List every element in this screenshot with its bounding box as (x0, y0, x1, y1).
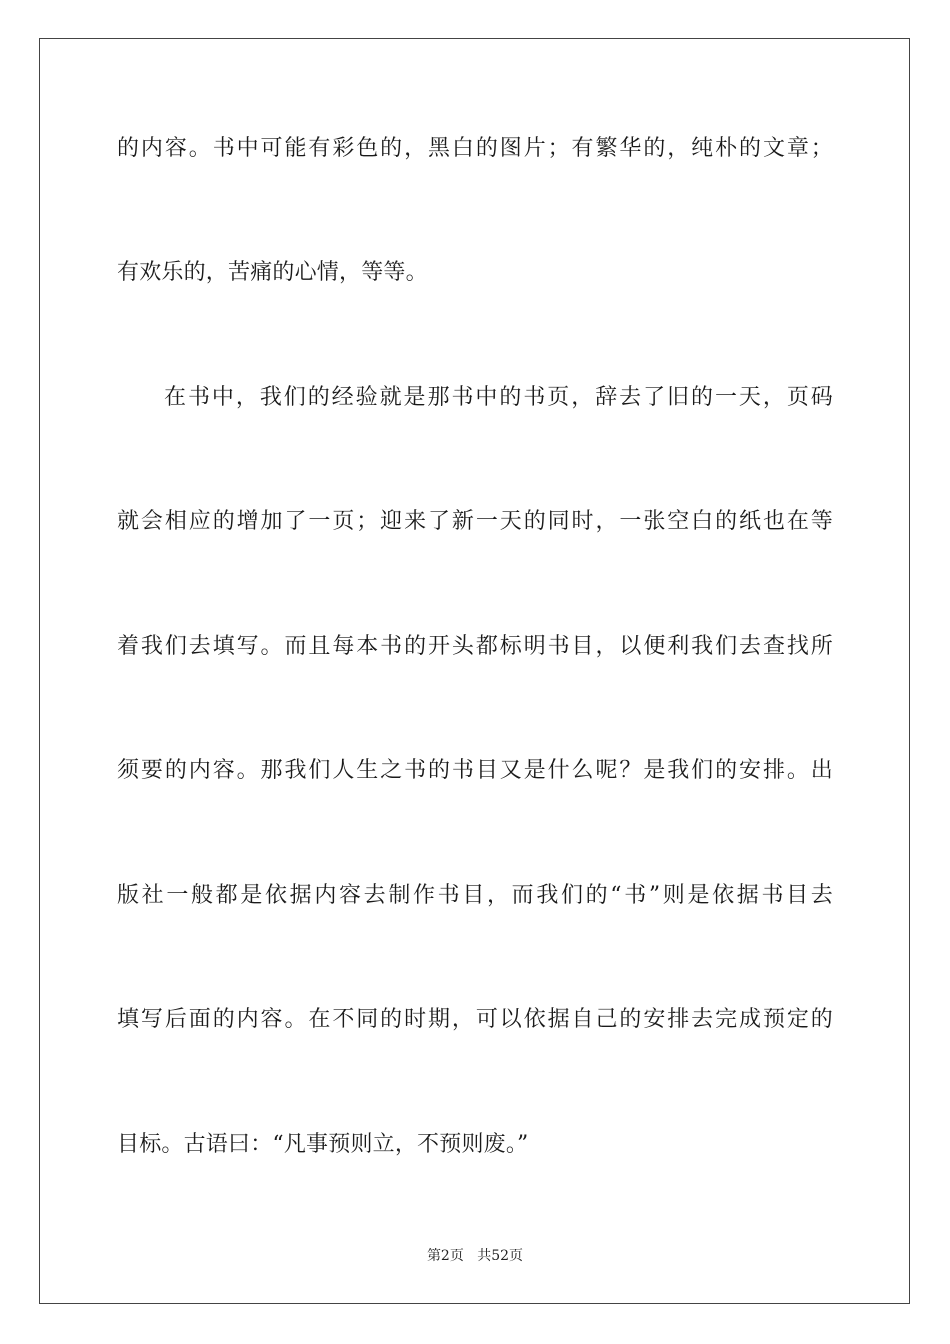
text-line-2: 有欢乐的，苦痛的心情，等等。 (117, 260, 428, 285)
text-line-1: 的内容。书中可能有彩色的，黑白的图片；有繁华的，纯朴的文章； (117, 136, 833, 161)
text-line-4: 就会相应的增加了一页；迎来了新一天的同时，一张空白的纸也在等 (117, 509, 833, 534)
text-line-6: 须要的内容。那我们人生之书的书目又是什么呢？是我们的安排。出 (117, 758, 833, 783)
text-line-8: 填写后面的内容。在不同的时期，可以依据自己的安排去完成预定的 (117, 1007, 833, 1032)
text-line-3: 在书中，我们的经验就是那书中的书页，辞去了旧的一天，页码 (164, 385, 833, 410)
text-line-5: 着我们去填写。而且每本书的开头都标明书目，以便利我们去查找所 (117, 634, 833, 659)
text-line-7: 版社一般都是依据内容去制作书目，而我们的“书”则是依据书目去 (117, 883, 833, 908)
footer-gap (464, 1248, 477, 1264)
text-line-9: 目标。古语曰：“凡事预则立，不预则废。” (117, 1132, 529, 1157)
total-pages-label: 共52页 (477, 1248, 524, 1264)
page-footer (0, 1246, 950, 1266)
current-page-label: 第2页 (426, 1248, 464, 1264)
page-border (39, 38, 910, 1304)
